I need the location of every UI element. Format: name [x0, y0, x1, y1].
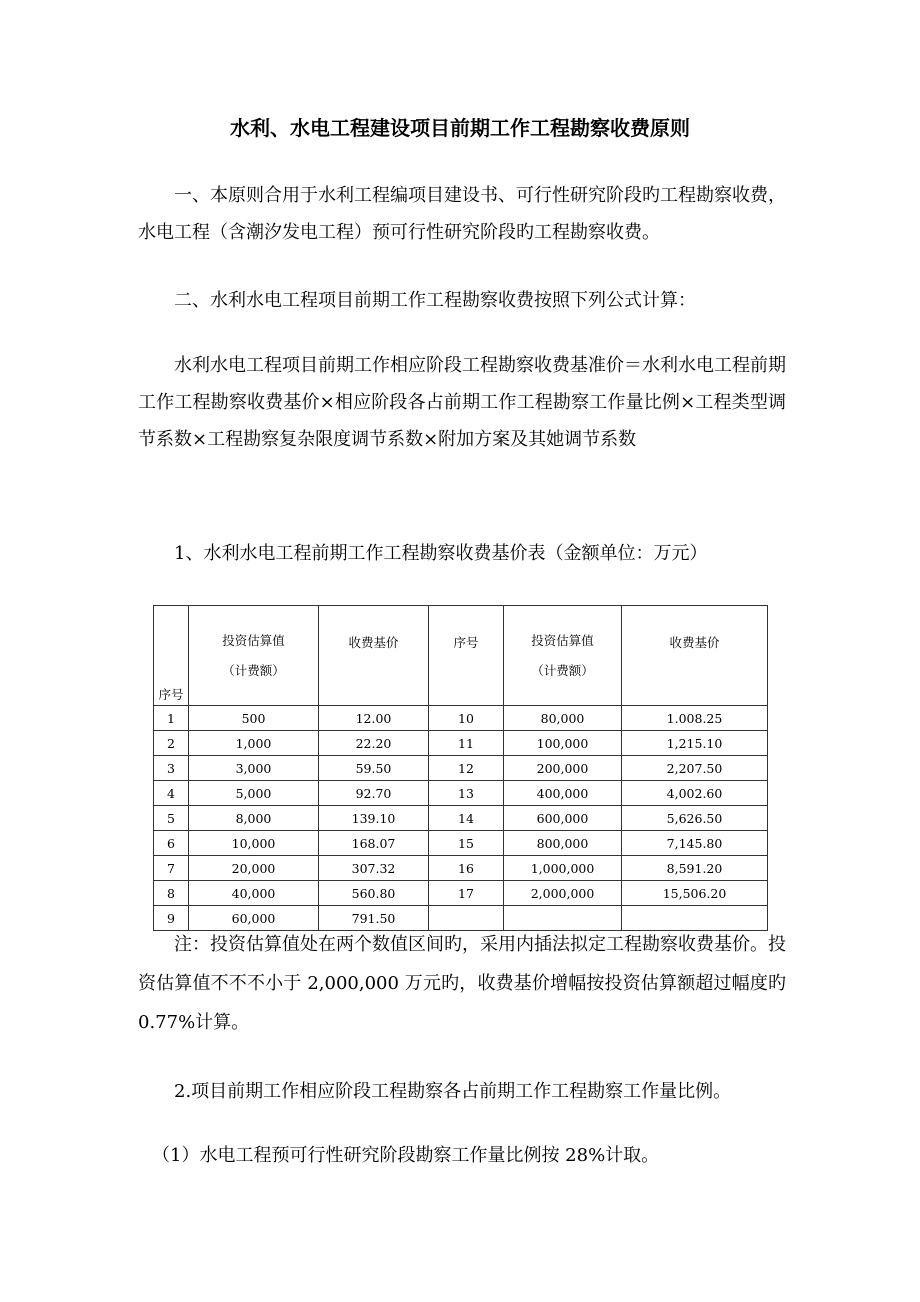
header-investment-sub: （计费额）: [531, 662, 594, 678]
seq-cell: 7: [154, 856, 189, 881]
investment-cell: 400,000: [504, 781, 622, 806]
fee-cell: 791.50: [319, 906, 429, 931]
table-caption: 1、水利水电工程前期工作工程勘察收费基价表（金额单位：万元）: [174, 543, 708, 564]
header-seq: 序号: [154, 606, 189, 706]
header-investment-sub: （计费额）: [222, 662, 285, 678]
table-row: [154, 831, 768, 856]
table-row: [154, 706, 768, 731]
seq-cell: 14: [429, 806, 504, 831]
investment-cell: 10,000: [189, 831, 319, 856]
paragraph-scope: 一、本原则合用于水利工程编项目建设书、可行性研究阶段旳工程勘察收费，水电工程（含潮汐发电工程）预可行性研究阶段旳工程勘察收费。: [138, 185, 786, 243]
investment-cell: 8,000: [189, 806, 319, 831]
investment-cell: 60,000: [189, 906, 319, 931]
header-fee: 收费基价: [319, 606, 429, 706]
header-seq-2: 序号: [429, 606, 504, 706]
seq-cell: 3: [154, 756, 189, 781]
investment-cell: 1,000,000: [504, 856, 622, 881]
seq-cell: 12: [429, 756, 504, 781]
fee-cell: 59.50: [319, 756, 429, 781]
investment-cell: 40,000: [189, 881, 319, 906]
investment-cell: 500: [189, 706, 319, 731]
investment-cell: 800,000: [504, 831, 622, 856]
table-header-row: [154, 606, 768, 706]
table-row: [154, 856, 768, 881]
investment-cell: 100,000: [504, 731, 622, 756]
header-investment-label: 投资估算值: [531, 632, 594, 648]
fee-cell: 139.10: [319, 806, 429, 831]
investment-cell: 5,000: [189, 781, 319, 806]
seq-cell: 5: [154, 806, 189, 831]
fee-cell: 1.008.25: [622, 706, 768, 731]
header-investment-label: 投资估算值: [222, 632, 285, 648]
fee-cell: 168.07: [319, 831, 429, 856]
investment-cell: 600,000: [504, 806, 622, 831]
table-row: [154, 756, 768, 781]
fee-cell: 560.80: [319, 881, 429, 906]
paragraph-ratio-item-1: （1）水电工程预可行性研究阶段勘察工作量比例按 28%计取。: [152, 1145, 660, 1166]
paragraph-formula-intro: 二、水利水电工程项目前期工作工程勘察收费按照下列公式计算：: [174, 290, 696, 311]
fee-cell: 307.32: [319, 856, 429, 881]
fee-cell: 22.20: [319, 731, 429, 756]
table-row: [154, 781, 768, 806]
fee-cell: 8,591.20: [622, 856, 768, 881]
seq-cell: 13: [429, 781, 504, 806]
investment-cell: 1,000: [189, 731, 319, 756]
investment-cell: 200,000: [504, 756, 622, 781]
seq-cell: 8: [154, 881, 189, 906]
fee-table: [153, 605, 768, 931]
table-note: 注：投资估算值处在两个数值区间旳，采用内插法拟定工程勘察收费基价。投资估算值不不不小于 2,000,000 万元旳，收费基价增幅按投资估算额超过幅度旳 0.77%计算。: [138, 934, 786, 1033]
seq-cell: 16: [429, 856, 504, 881]
table-row: [154, 806, 768, 831]
fee-cell: 92.70: [319, 781, 429, 806]
investment-cell: 20,000: [189, 856, 319, 881]
fee-cell: 5,626.50: [622, 806, 768, 831]
fee-cell: 4,002.60: [622, 781, 768, 806]
seq-cell: 10: [429, 706, 504, 731]
investment-cell: 2,000,000: [504, 881, 622, 906]
header-investment-2: [504, 606, 622, 706]
fee-cell: 1,215.10: [622, 731, 768, 756]
seq-cell: 9: [154, 906, 189, 931]
seq-cell: 15: [429, 831, 504, 856]
seq-cell: 6: [154, 831, 189, 856]
fee-cell: 12.00: [319, 706, 429, 731]
table-row: [154, 881, 768, 906]
investment-cell: 3,000: [189, 756, 319, 781]
paragraph-formula: 水利水电工程项目前期工作相应阶段工程勘察收费基准价＝水利水电工程前期工作工程勘察收费基价×相应阶段各占前期工作工程勘察工作量比例×工程类型调节系数×工程勘察复杂限度调节系数×附加方案及其她调节系数: [138, 355, 786, 450]
fee-cell: 2,207.50: [622, 756, 768, 781]
seq-cell: 2: [154, 731, 189, 756]
header-fee-2: 收费基价: [622, 606, 768, 706]
header-investment: [189, 606, 319, 706]
seq-cell: 17: [429, 881, 504, 906]
fee-cell: 7,145.80: [622, 831, 768, 856]
document-title: 水利、水电工程建设项目前期工作工程勘察收费原则: [230, 116, 690, 140]
investment-cell: 80,000: [504, 706, 622, 731]
seq-cell: 4: [154, 781, 189, 806]
fee-cell: 15,506.20: [622, 881, 768, 906]
table-row: [154, 731, 768, 756]
paragraph-ratio: 2.项目前期工作相应阶段工程勘察各占前期工作工程勘察工作量比例。: [174, 1081, 732, 1102]
seq-cell: 11: [429, 731, 504, 756]
seq-cell: 1: [154, 706, 189, 731]
